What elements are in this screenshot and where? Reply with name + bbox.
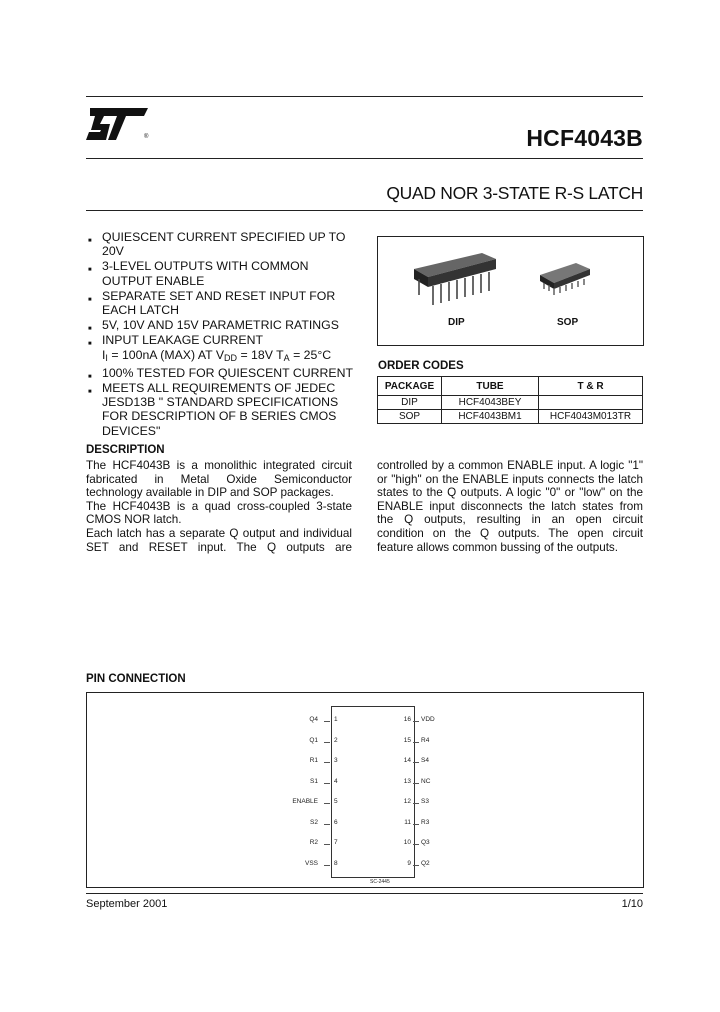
pin-label-right: NC <box>421 777 431 785</box>
table-cell: DIP <box>378 396 442 410</box>
pin-label-left: Q4 <box>309 716 318 723</box>
pin-label-left: VSS <box>304 859 318 867</box>
st-logo <box>86 106 150 146</box>
footer-date: September 2001 <box>86 898 168 910</box>
pin-number-right: 16 <box>403 716 411 723</box>
pin-label-right: R3 <box>421 818 430 826</box>
description-title: DESCRIPTION <box>86 444 165 456</box>
pin-label-right: VDD <box>421 716 435 723</box>
feature-item: ■ 5V, 10V AND 15V PARAMETRIC RATINGS <box>88 318 339 333</box>
pin-lead <box>413 803 419 804</box>
table-cell: SOP <box>378 410 442 424</box>
pin-number-right: 15 <box>403 736 411 744</box>
pin-label-right: S3 <box>421 798 429 805</box>
pin-label-left: Q1 <box>309 736 318 744</box>
pin-number-right: 11 <box>404 818 411 826</box>
pin-number-right: 12 <box>403 798 411 805</box>
text-line: CMOS NOR latch. <box>86 513 182 527</box>
pin-lead <box>324 721 330 722</box>
text-line: technology available in DIP and SOP packages. <box>86 486 334 500</box>
column-header: PACKAGE <box>378 377 442 396</box>
pin-lead <box>413 865 419 866</box>
text-line: feature allows common bussing of the outputs. <box>377 540 619 554</box>
order-codes-title: ORDER CODES <box>378 360 464 372</box>
feature-item: ■ QUIESCENT CURRENT SPECIFIED UP TO 20V <box>88 230 346 259</box>
text-line: states to the Q outputs. A logic "0" or "low" on the <box>377 486 643 500</box>
text-line: condition on the Q outputs. The open circuit <box>377 526 643 540</box>
footer-rule <box>86 893 643 894</box>
table-row <box>378 396 643 410</box>
pin-label-left: R1 <box>309 757 318 764</box>
document-subtitle: QUAD NOR 3-STATE R-S LATCH <box>386 183 643 203</box>
description-column-1 <box>86 459 352 554</box>
table-header-row <box>378 377 643 396</box>
ic-package-outline <box>331 706 415 878</box>
part-number-title: HCF4043B <box>526 125 643 151</box>
pin-lead <box>324 803 330 804</box>
pin-number-left: 8 <box>334 859 338 867</box>
pin-lead <box>413 762 419 763</box>
pin-label-left: S1 <box>310 777 318 785</box>
pin-lead <box>324 783 330 784</box>
pin-number-left: 3 <box>334 757 338 764</box>
figure-code: SC-2445 <box>370 879 390 885</box>
feature-item: ■ 3-LEVEL OUTPUTS WITH COMMON OUTPUT ENABLE <box>88 259 309 288</box>
text-line: Each latch has a separate Q output and individual <box>86 526 352 540</box>
text-line: or "high" on the ENABLE inputs connects the latch <box>377 472 643 486</box>
pin-number-left: 5 <box>334 798 338 805</box>
registered-mark: ® <box>144 134 149 140</box>
table-cell: HCF4043BEY <box>442 396 539 410</box>
pin-number-right: 14 <box>403 757 411 764</box>
pin-connection-title: PIN CONNECTION <box>86 673 186 685</box>
pin-number-right: 10 <box>403 839 411 846</box>
pin-number-right: 9 <box>407 859 411 867</box>
feature-item: ■ MEETS ALL REQUIREMENTS OF JEDEC JESD13B " STANDARD SPECIFICATIONS FOR DESCRIPTION OF B SERIES CMOS DEVICES" <box>88 381 339 438</box>
package-drawing <box>378 237 643 345</box>
text-line: ENABLE input disconnects the latch states from <box>377 499 643 513</box>
table-row <box>378 410 643 424</box>
package-illustration <box>377 236 644 346</box>
pin-label-right: Q2 <box>421 859 430 867</box>
pin-label-right: Q3 <box>421 839 430 846</box>
description-column-2 <box>377 459 643 554</box>
feature-item: ■ 100% TESTED FOR QUIESCENT CURRENT <box>88 365 353 380</box>
st-logo-graphic <box>86 106 150 146</box>
features-list <box>86 230 361 439</box>
pin-lead <box>324 865 330 866</box>
top-rule <box>86 96 643 97</box>
pin-lead <box>413 742 419 743</box>
feature-item: ■ SEPARATE SET AND RESET INPUT FOR EACH LATCH <box>88 288 336 318</box>
pin-number-left: 2 <box>334 736 338 744</box>
column-header: TUBE <box>442 377 539 396</box>
sop-label: SOP <box>557 317 579 328</box>
footer-page: 1/10 <box>621 898 643 910</box>
pin-lead <box>413 721 419 722</box>
pin-label-left: R2 <box>309 839 318 846</box>
pin-number-left: 4 <box>334 777 338 785</box>
text-line: The HCF4043B is a monolithic integrated circuit <box>86 459 352 472</box>
order-codes-table <box>377 376 643 424</box>
pin-number-left: 1 <box>334 716 338 723</box>
feature-item: ■ INPUT LEAKAGE CURRENT $I_I = 100nA$ (MAX) AT $V_{DD} = 18V$ $T_A = 25^\circ C$ <box>88 333 332 363</box>
pin-label-left: S2 <box>310 818 318 826</box>
text-line: The HCF4043B is a quad cross-coupled 3-state <box>86 499 352 513</box>
pin-lead <box>413 783 419 784</box>
table-cell: HCF4043M013TR <box>539 410 643 424</box>
pin-lead <box>413 844 419 845</box>
text-line: fabricated in Metal Oxide Semiconductor <box>86 472 352 486</box>
pin-lead <box>324 844 330 845</box>
pin-lead <box>324 742 330 743</box>
pin-number-left: 7 <box>334 839 338 846</box>
subtitle-rule <box>86 210 643 211</box>
text-line: controlled by a common ENABLE input. A logic "1" <box>377 459 643 472</box>
pin-number-right: 13 <box>403 777 411 785</box>
pin-lead <box>413 824 419 825</box>
table-cell <box>539 396 643 410</box>
title-rule <box>86 158 643 159</box>
pin-lead <box>324 824 330 825</box>
text-line: SET and RESET input. The Q outputs are <box>86 540 352 554</box>
pin-label-left: ENABLE <box>292 798 318 805</box>
table-cell: HCF4043BM1 <box>442 410 539 424</box>
pin-number-left: 6 <box>334 818 338 826</box>
pin-label-right: R4 <box>421 736 430 744</box>
column-header: T & R <box>539 377 643 396</box>
text-line: the Q outputs, resulting in an open circuit <box>377 513 643 527</box>
pin-lead <box>324 762 330 763</box>
pin-label-right: S4 <box>421 757 429 764</box>
dip-label: DIP <box>448 317 465 328</box>
